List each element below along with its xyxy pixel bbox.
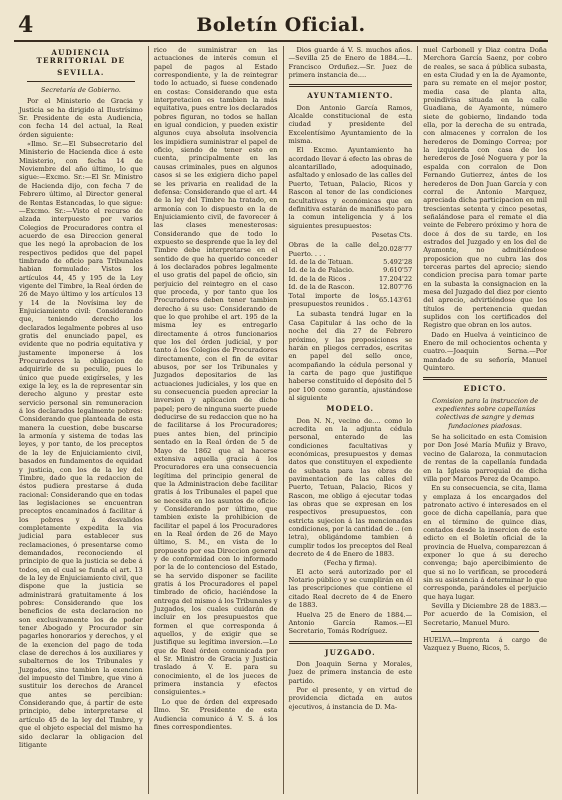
table-row: Obras de la calle del Puerto. . . . 20.028'77 xyxy=(288,241,413,258)
table-row-total: Total importe de los presupuestos reunidos . 65.143'61 xyxy=(288,291,413,309)
divider xyxy=(289,641,413,644)
paragraph: Dios guarde á V. S. muchos años.—Sevilla 25 de Enero de 1884.—L. Francisco Orduñez.—Sr. Juez de primera instancia de.... xyxy=(288,46,413,80)
modelo-heading: MODELO. xyxy=(326,404,375,414)
divider xyxy=(289,84,413,87)
column-4 xyxy=(418,46,552,794)
table-row: Id. de la de Ricos . 17.204'22 xyxy=(288,274,413,283)
paragraph: Don Joaquin Serna y Morales, Juez de primera instancia de este partido. xyxy=(288,659,413,685)
paragraph: Lo que de órden del expresado Ilmo. Sr. Presidente de esta Audiencia comunico á V. S. á los fines correspondientes. xyxy=(153,697,278,731)
imprenta-line: HUELVA.—Imprenta á cargo de Vazquez y Bueno, Ricos, 5. xyxy=(423,636,547,653)
column-3 xyxy=(284,46,419,794)
audiencia-heading: AUDIENCIA TERRITORIAL DE xyxy=(36,48,126,66)
divider xyxy=(431,631,539,632)
columns-container xyxy=(14,46,552,794)
divider xyxy=(27,81,135,82)
paragraph: El acto será autorizado por el Notario público y se cumplirán en él las prescripciones que contiene el citado Real decreto de 4 de Enero de 1883. xyxy=(288,567,413,610)
obras-table xyxy=(289,241,413,308)
juzgado-heading: JUZGADO. xyxy=(324,647,376,657)
paragraph: rico de suministrar en las actuaciones de interés comun el papel de pagos al Estado correspondiente, y la de reintegrar todo lo actuado, si fuese condenado en costas: Considerando que esta interpretacion es tambien la más equitativa, pues entre los declarados pobres figuran, no todos se hallan en igual condicion, y pueden existir algunos cuya absoluta insolvencia les impidiera suministrar el papel de oficio, siendo de tener esto en cuenta, principalmente en las causas criminales, pues en algunos casos si se les exigiera dicho papel se les privaria en realidad de la defensa: Considerando que el art. 44 de la ley del Timbre ha tratado, en armonía con lo dispuesto en la de Enjuiciamiento civil, de favorecer á las clases menesterosas: Considerando que de todo lo expuesto se desprende que la ley del Timbre debe interpretarse en el sentido de que ha querido conceder á los declarados pobres legalmente el uso gratis del papel de oficio, sin perjuicio del reintegro en el caso que proceda, y por tanto que los Procuradores deben tener tambien derecho á su uso: Considerando de que lo que prohibe el art. 195 de la misma ley es entregarlo directamente á otros funcionarios que los del órden judicial, y por tanto á los Colegios de Procuradores directamente, con el fin de evitar abusos, por ser los Tribunales y Juzgados depositarios de las actuaciones judiciales, y los que en su consecuencia pueden apreciar la inversion y aplicacion de dicho papel; pero de ninguna suerte puede deducirse de su redaccion que no ha de facilitarse á los Procuradores; pues antes bien, del principio sentado en la Real órden de 5 de Mayo de 1862 que al hacerse extensiva aquella gracia á los Procuradores era una consecuencia legítima del principio general de que la Administracion debe facilitar gratis á los Tribunales el papel que se necesita en los asuntos de oficio: y Considerando por último, que tambien existe la prohibicion de facilitar el papel á los Procuradores en la Real órden de 26 de Mayo último, S. M., en vista de lo propuesto por esa Direccion general y de conformidad con lo informado por la de lo contencioso del Estado, se ha servido disponer se facilite gratis á los Procuradores el papel timbrado de oficio, haciéndose la entrega del mismo á los Tribunales y Juzgados, los cuales cuidarán de incluir en los presupuestos que formen el que corresponda á aquellos, y de exigir que se justifique su legítima inversion.—Lo que de Real órden comunicada por el Sr. Ministro de Gracia y Justicia traslado á V. E. para su conocimiento, el de los jueces de primera instancia y efectos consiguientes.» xyxy=(153,46,278,697)
page-number: 4 xyxy=(18,12,34,38)
page-header xyxy=(14,10,548,42)
pesetas-label: Pesetas Cts. xyxy=(371,230,413,239)
paragraph: El Excmo. Ayuntamiento ha acordado llevar á efecto las obras de alcantarillado, adoquinado, asfaltado y enlosado de las calles del Puerto, Tetuan, Palacio, Ricos y Rascon al tenor de las condiciones facultativas y económicas que en definitiva estarán de manifiesto para la comun inteligencia y á los siguientes presupuestos: xyxy=(288,146,413,230)
table-row: Id. de la de Rascon. 12.807'76 xyxy=(288,283,413,292)
paragraph: Dado en Huelva á veinticinco de Enero de mil ochocientos ochenta y cuatro.—Joaquin Serna.—Por mandado de su señoría, Manuel Quintero. xyxy=(423,330,547,373)
paragraph: Por el presente, y en virtud de providencia dictada en autos ejecutivos, á instancia de D. Ma- xyxy=(288,685,413,711)
column-1 xyxy=(14,46,149,794)
divider xyxy=(423,377,547,380)
paragraph: La subasta tendrá lugar en la Casa Capitular á las ocho de la noche del dia 27 de Febrero próximo, y las proposiciones se harán en pliegos cerrados, escritas en papel del sello once, acompañando la cédula personal y la carta de pago que justifique haberse constituido el depósito del 5 por 100 como garantía, ajustándose al siguiente xyxy=(288,310,413,402)
paragraph: Don Antonio García Ramos, Alcalde constitucional de esta ciudad y presidente del Excelentísimo Ayuntamiento de la misma. xyxy=(288,103,413,146)
table-row: Id. de la de Palacio. 9.610'57 xyxy=(288,266,413,275)
paragraph: «Ilmo. Sr.—El Subsecretario del Ministerio de Hacienda dice á este Ministerio, con fecha 14 de Noviembre del año último, lo que sigue:—Excmo. Sr.:—El Sr. Ministro de Hacienda dijo, con fecha 7 de Febrero último, al Director general de Rentas Estancadas, lo que sigue:—Excmo. Sr.:—Visto el recurso de alzada interpuesto por varios Colegios de Procuradores contra el acuerdo de esa Direccion general que les negó la aprobacion de los respectivos pedidos que del papel timbrado de oficio para Tribunales habian formulado: Vistos los artículos 44, 45 y 195 de la Ley vigente del Timbre, la Real órden de 26 de Mayo último y los artículos 13 y 14 de la Novísima ley de Enjuiciamiento civil: Considerando que, teniendo derecho los declarados legalmente pobres al uso gratis del enunciado papel, es evidente que no podria equitativa y justamente imponerse á los Procuradores la obligacion de adquirirle de su peculio, pues lo único que puede exigírseles, y les exige la ley, es la de representar sin derecho alguno y prestar este servicio personal sin remuneracion á los declarados legalmente pobres: Considerando que planteada de esta manera la cuestion, debe buscarse la armonía y sistema de todas las leyes, y por tanto, de los preceptos de la ley de Enjuiciamiento civil, basados en fundamentos de equidad y justicia, con los de la ley del Timbre, dado que la redaccion de éstos pudiera prestarse á duda racional: Considerando que en todas las legislaciones se encuentran preceptos encaminados á facilitar á los pobres y á desvalidos completamente expedita la via judicial para establecer sus reclamaciones, ó presentarse como demandados, reconociendo el principio de que la justicia se debe á todos, en el cual se funda el art. 13 de la ley de Enjuiciamiento civil, que dispone que la justicia se administrará gratuitamente á los pobres: Considerando que los beneficios de esta declaracion no son exclusivamente los de poder tener Abogado y Procurador sin pagarles honorarios y derechos, y el de la exencion del pago de toda clase de derechos á los auxiliares y subalternos de los Tribunales y Juzgados, sino tambien la exencion del impuesto del Timbre, que vino á sustituir los derechos de Arancel que antes se percibian: Considerando que, á partir de este principio, debe interpretarse el artículo 45 de la ley del Timbre, y que el objeto especial del mismo ha sido declarar la obligacion del litigante xyxy=(19,140,143,749)
page-title: Boletín Oficial. xyxy=(196,14,366,36)
paragraph: nuel Carbonell y Diaz contra Doña Merchora García Saenz, por cobro de reales, se saca á pública subasta, en esta Ciudad y en la de Ayamonte, para su remate en el mejor postor, media casa de planta alta, proindivisa situada en la calle Guadiana, de Ayamonte, número siete de gobierno, lindando toda ella, por la derecha de su entrada, con almacenes y corralon de los herederos de Domingo Correa; por la izquierda con casa de los herederos de José Noguera y por la espalda con corralon de Don Fernando Gutierrez, ántes de los herederos de Don Juan García y con corral de Antonio Marquez, apreciada dicha participacion en mil trescientas setenta y cinco pesetas, señalándose para el remate el dia veinte de Febrero próximo y hora de doce á dos de su tarde, en los estrados del Juzgado y en los del de Ayamonte, no admitiéndose proposicion que no cubra las dos terceras partes del aprecio; siendo condicion precisa para tomar parte en la subasta la consignacion en la mesa del Juzgado del diez por ciento del aprecio, advirtiéndose que los títulos de pertenencia quedan suplidos con los certificados del Registro que obran en los autos. xyxy=(423,46,547,330)
edicto-heading: EDICTO. xyxy=(463,384,507,394)
column-2 xyxy=(149,46,284,794)
paragraph: Se ha solicitado en esta Comision por Don José María Muñiz y Bravo, vecino de Galaroza, la conmutacion de rentas de la capellanía fundada en la Iglesia parroquial de dicha villa por Marcos Perez de Ocampo. xyxy=(423,433,547,483)
paragraph: Huelva 25 de Enero de 1884.—Antonio García Ramos.—El Secretario, Tomás Rodríguez. xyxy=(288,610,413,636)
paragraph: Sevilla y Diciembre 28 de 1883.—Por acuerdo de la Comision, el Secretario, Manuel Muro. xyxy=(423,602,547,627)
paragraph: Por el Ministerio de Gracia y Justicia se ha dirigido al Ilustrísimo Sr. Presidente de esta Audiencia, con fecha 14 del actual, la Real órden siguiente: xyxy=(19,97,143,139)
paragraph: En su consecuencia, se cita, llama y emplaza á los encargados del patronato activo é interesados en el goce de dicha capellanía, para que en el término de quince dias, contados desde la insercion de este edicto en el Boletín oficial de la provincia de Huelva, comparezcan á exponer lo que á su derecho convenga; bajo apercibimiento de que si no lo verifican, se procederá sin su asistencia á determinar lo que corresponda, parándoles el perjuicio que haya lugar. xyxy=(423,484,547,601)
ayuntamiento-heading: AYUNTAMIENTO. xyxy=(307,91,394,101)
paragraph: Don N. N., vecino de.... como lo acredita en la adjunta cédula personal, enterado de las condiciones facultativas y económicas, presupuestos y demas datos que constituyen el expediente de subasta para las obras de pavimentacion de las calles del Puerto, Tetuan, Palacio, Ricos y Rascon, me obligo á ejecutar todas las obras que se expresan en los respectivos presupuestos, con estricta sujecion á las mencionadas condiciones, por la cantidad de .. (en letra), obligándome tambien á cumplir todos los preceptos del Real decreto de 4 de Enero de 1883. xyxy=(288,416,413,559)
fecha-firma: (Fecha y firma). xyxy=(323,559,377,568)
secretaria-subheading: Secretaría de Gobierno. xyxy=(40,86,121,95)
edicto-subheading: Comision para la instruccion de expedientes sobre capellanías colectivas de sangre y demas fundaciones piadosas. xyxy=(431,396,539,430)
sevilla-heading: SEVILLA. xyxy=(57,67,105,77)
table-row: Id. de la de Tetuan. 5.492'28 xyxy=(288,258,413,267)
